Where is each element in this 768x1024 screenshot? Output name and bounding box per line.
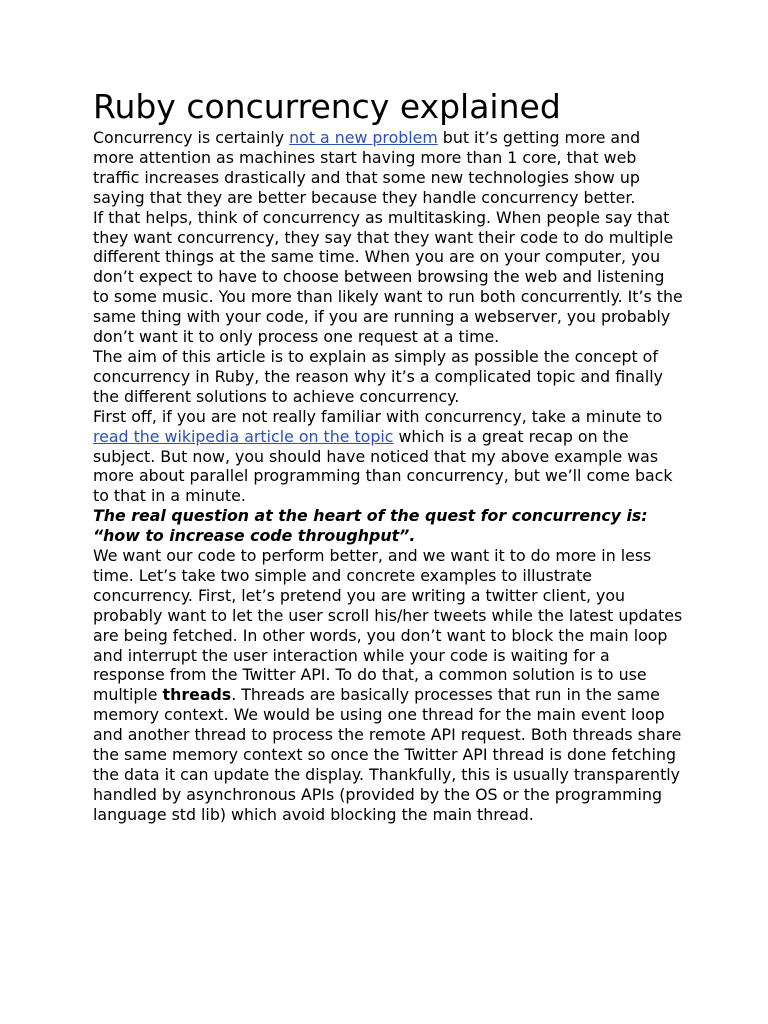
paragraph-threads-text-after: . Threads are basically processes that run in the same memory context. We would be using one thread for the main event loop and another thread to process the remote API request. Both threads share the same memory context so once the Twitter API thread is done fetching the data it can update the display. Thankfully, this is usually transparently handled by asynchronous APIs (provided by the OS or the programming language std lib) which avoid blocking the main thread. xyxy=(93,685,682,824)
paragraph-wikipedia-text-before: First off, if you are not really familiar with concurrency, take a minute to xyxy=(93,406,663,426)
paragraph-multitasking: If that helps, think of concurrency as multitasking. When people say that they want concurrency, they say that they want their code to do multiple different things at the same time. When you are on your computer, you don’t expect to have to choose between browsing the web and listening to some music. You more than likely want to run both concurrently. It’s the same thing with your code, if you are running a webserver, you probably don’t want it to only process one request at a time. xyxy=(93,207,683,347)
paragraph-aim: The aim of this article is to explain as simply as possible the concept of concurrency in Ruby, the reason why it’s a complicated topic and finally the different solutions to achieve concurrency. xyxy=(93,346,663,406)
page-title: Ruby concurrency explained xyxy=(93,87,561,126)
paragraph-intro xyxy=(93,128,683,208)
paragraph-intro-text-after: but it’s getting more and more attention as machines start having more than 1 core, that web traffic increases drastically and that some new technologies show up saying that they are better because they handle concurrency better. xyxy=(93,128,641,207)
paragraph-threads xyxy=(93,546,683,825)
document-page xyxy=(93,86,683,825)
threads-bold-term: threads xyxy=(162,685,232,705)
paragraph-wikipedia-text-after: which is a great recap on the subject. But now, you should have noticed that my above example was more about parallel programming than concurrency, but we’ll come back to that in a minute. xyxy=(93,426,673,506)
wikipedia-article-link[interactable]: read the wikipedia article on the topic xyxy=(93,426,394,446)
paragraph-wikipedia xyxy=(93,407,683,507)
paragraph-intro-text-before: Concurrency is certainly xyxy=(93,128,290,147)
paragraph-threads-text-before: We want our code to perform better, and we want it to do more in less time. Let’s take two simple and concrete examples to illustrate concurrency. First, let’s pretend you are writing a twitter client, you probably want to let the user scroll his/her tweets while the latest updates are being fetched. In other words, you don’t want to block the main loop and interrupt the user interaction while your code is waiting for a response from the Twitter API. To do that, a common solution is to use multiple xyxy=(93,546,683,705)
key-question-paragraph: The real question at the heart of the quest for concurrency is: “how to increase code throughput”. xyxy=(93,506,648,546)
not-a-new-problem-link[interactable]: not a new problem xyxy=(289,128,438,147)
